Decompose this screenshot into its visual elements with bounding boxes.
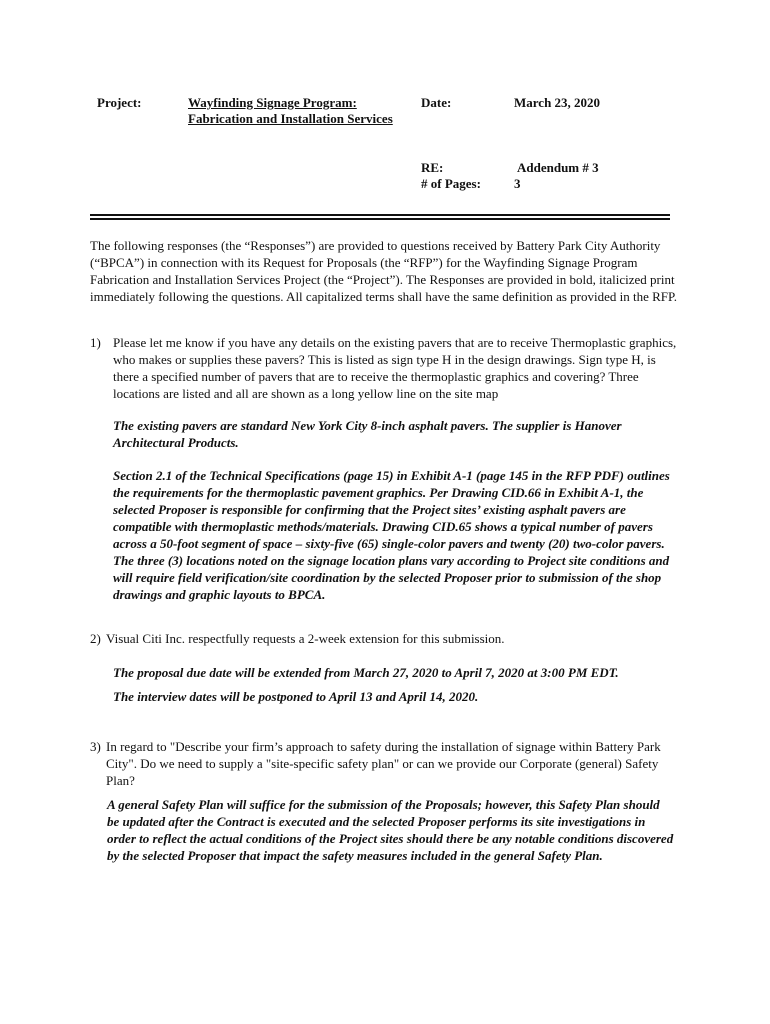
question-number: 1) — [90, 335, 101, 350]
project-title-line2: Fabrication and Installation Services — [188, 111, 393, 126]
re-label: RE: — [421, 160, 444, 175]
header-rule-top — [90, 214, 670, 216]
question-text: In regard to "Describe your firm’s approach to safety during the installation of signage within Battery Park City". Do we need to supply a "site-specific safety plan" or can we provide our Corporate (general) Safety Plan? — [106, 739, 661, 788]
pages-label: # of Pages: — [421, 176, 481, 191]
question-number: 2) — [90, 631, 101, 646]
answer-1b: Section 2.1 of the Technical Specifications (page 15) in Exhibit A-1 (page 145 in the RFP PDF) outlines the requirements for the thermoplastic pavement graphics. Per Drawing CID.66 in Exhibit A-1, the selected Proposer is responsible for confirming that the Project sites’ existing asphalt pavers are compatible with thermoplastic methods/materials. Drawing CID.65 shows a typical number of pavers across a 50-foot segment of space – sixty-five (65) single-color pavers and twenty (20) two-color pavers. The three (3) locations noted on the signage location plans vary according to Project site conditions and will require field verification/site coordination by the selected Proposer prior to submission of the shop drawings and graphic layouts to BPCA. — [113, 468, 670, 602]
header-rule-bottom — [90, 218, 670, 220]
date-label: Date: — [421, 95, 452, 110]
question-text: Visual Citi Inc. respectfully requests a 2-week extension for this submission. — [106, 631, 505, 646]
question-3 — [90, 738, 680, 789]
intro-paragraph: The following responses (the “Responses”) are provided to questions received by Battery Park City Authority (“BPCA”) in connection with its Request for Proposals (the “RFP”) for the Wayfinding Signage Program Fabrication and Installation Services Project (the “Project”). The Responses are provided in bold, italicized print immediately following the questions. All capitalized terms shall have the same definition as provided in the RFP. — [90, 238, 678, 304]
question-1 — [90, 334, 680, 402]
question-text: Please let me know if you have any details on the existing pavers that are to receive Thermoplastic graphics, who makes or supplies these pavers? This is listed as sign type H in the design drawings. Sign type H, is there a specified number of pavers that are to receive the thermoplastic graphics and covering? Three locations are listed and all are shown as a long yellow line on the site map — [113, 335, 677, 401]
project-title-line1: Wayfinding Signage Program: — [188, 95, 357, 110]
question-number: 3) — [90, 739, 101, 754]
pages-value: 3 — [514, 176, 521, 191]
project-label: Project: — [97, 95, 142, 110]
answer-3a: A general Safety Plan will suffice for the submission of the Proposals; however, this Safety Plan should be updated after the Contract is executed and the selected Proposer performs its site investigations in order to reflect the actual conditions of the Project sites should there be any notable conditions discovered by the selected Proposer that impact the safety measures included in the general Safety Plan. — [107, 797, 674, 863]
answer-2b: The interview dates will be postponed to April 13 and April 14, 2020. — [113, 689, 479, 704]
answer-1a: The existing pavers are standard New York City 8-inch asphalt pavers. The supplier is Hanover Architectural Products. — [113, 418, 622, 450]
question-2 — [90, 630, 680, 647]
date-value: March 23, 2020 — [514, 95, 601, 110]
answer-2a: The proposal due date will be extended from March 27, 2020 to April 7, 2020 at 3:00 PM EDT. — [113, 665, 619, 680]
re-value: Addendum # 3 — [517, 160, 599, 175]
